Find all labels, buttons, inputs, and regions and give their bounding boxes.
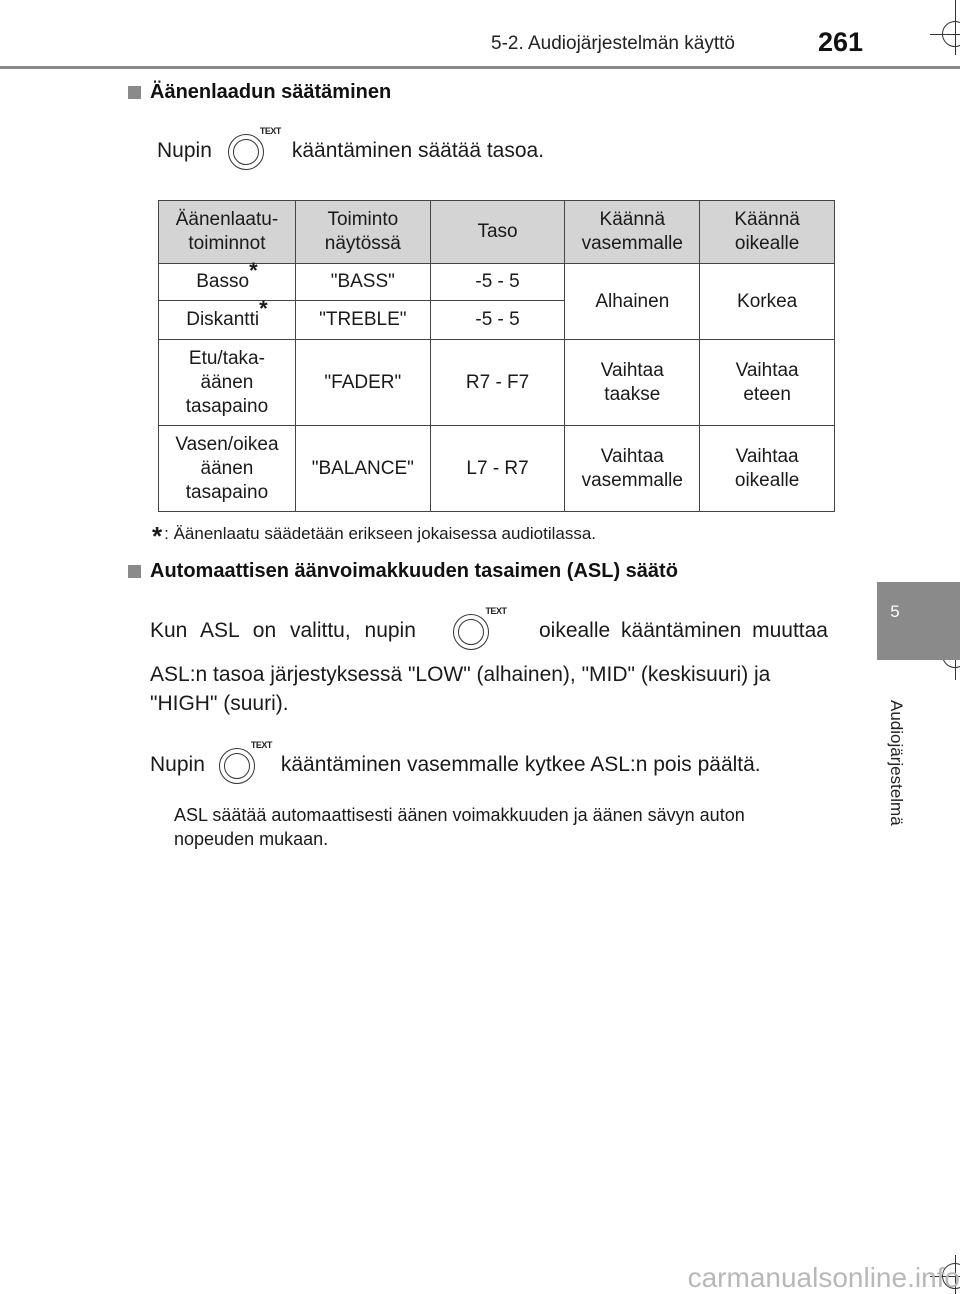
table-cell: -5 - 5	[430, 301, 565, 340]
header-rule	[0, 66, 960, 69]
table-cell: R7 - F7	[430, 340, 565, 426]
section-heading-asl	[128, 560, 678, 583]
table-header-cell: Äänenlaatu- toiminnot	[159, 201, 296, 264]
table-cell: "TREBLE"	[295, 301, 430, 340]
sound-quality-table	[158, 200, 835, 512]
table-cell: Vaihtaa vasemmalle	[565, 426, 700, 512]
table-cell: "BASS"	[295, 264, 430, 301]
table-cell: -5 - 5	[430, 264, 565, 301]
asl-instruction-line1	[150, 608, 828, 654]
knob-line-before: Nupin	[157, 139, 212, 162]
knob-text-label: TEXT	[250, 740, 272, 750]
chapter-label: Audiojärjestelmä	[887, 700, 906, 826]
asl-note-line1: ASL säätää automaattisesti äänen voimakkuuden ja äänen sävyn auton	[174, 805, 745, 825]
table-header-cell: Käännä vasemmalle	[565, 201, 700, 264]
asl-note-line2: nopeuden mukaan.	[174, 829, 329, 849]
table-cell: Vaihtaa oikealle	[700, 426, 835, 512]
section-heading-sound-quality	[128, 81, 391, 104]
table-cell: "FADER"	[295, 340, 430, 426]
asl-line1-after: oikealle kääntäminen muuttaa	[538, 619, 828, 642]
table-cell: "BALANCE"	[295, 426, 430, 512]
table-header-row	[159, 201, 835, 264]
asl-line4-before: Nupin	[150, 753, 205, 776]
footnote-text: : Äänenlaatu säädetään erikseen jokaisessa audiotilassa.	[164, 524, 597, 543]
table-cell: Diskantti*	[159, 301, 296, 340]
knob-text-label: TEXT	[485, 606, 507, 616]
table-cell: L7 - R7	[430, 426, 565, 512]
asl-instruction-line4	[150, 742, 761, 788]
tune-knob-icon	[226, 126, 281, 174]
heading-square-icon	[128, 565, 141, 578]
table-cell: Vasen/oikea äänen tasapaino	[159, 426, 296, 512]
header-section-title: 5-2. Audiojärjestelmän käyttö	[491, 33, 735, 54]
table-header-cell: Toiminto näytössä	[295, 201, 430, 264]
table-row	[159, 264, 835, 301]
knob-line-after: kääntäminen säätää tasoa.	[291, 139, 545, 162]
asl-line4-after: kääntäminen vasemmalle kytkee ASL:n pois päältä.	[280, 753, 761, 776]
asl-line1-before: Kun ASL on valittu, nupin	[150, 619, 416, 642]
table-cell-merged-left: Alhainen	[565, 264, 700, 340]
table-cell: Basso*	[159, 264, 296, 301]
table-footnote	[152, 521, 596, 552]
section-heading-text: Automaattisen äänvoimakkuuden tasaimen (ASL) säätö	[150, 560, 678, 582]
table-header-cell: Käännä oikealle	[700, 201, 835, 264]
table-cell: Vaihtaa eteen	[700, 340, 835, 426]
knob-text-label: TEXT	[259, 126, 281, 136]
watermark: carmanualsonline.info	[687, 1262, 960, 1293]
section-heading-text: Äänenlaadun säätäminen	[150, 81, 392, 103]
footnote-star: *	[152, 521, 163, 551]
tune-knob-icon	[451, 606, 507, 654]
table-header-cell: Taso	[430, 201, 565, 264]
asl-instruction-line3: "HIGH" (suuri).	[150, 692, 289, 715]
knob-instruction-line	[157, 128, 544, 174]
table-cell: Vaihtaa taakse	[565, 340, 700, 426]
crop-mark-top-circle	[942, 21, 960, 47]
heading-square-icon	[128, 86, 141, 99]
table-row	[159, 426, 835, 512]
asl-note	[174, 803, 745, 851]
asl-instruction-line2: ASL:n tasoa järjestyksessä "LOW" (alhainen), "MID" (keskisuuri) ja	[150, 663, 771, 686]
page-number: 261	[818, 27, 864, 57]
tune-knob-icon	[217, 740, 272, 788]
table-cell-merged-right: Korkea	[700, 264, 835, 340]
table-row	[159, 340, 835, 426]
table-cell: Etu/taka- äänen tasapaino	[159, 340, 296, 426]
chapter-number: 5	[890, 602, 900, 621]
